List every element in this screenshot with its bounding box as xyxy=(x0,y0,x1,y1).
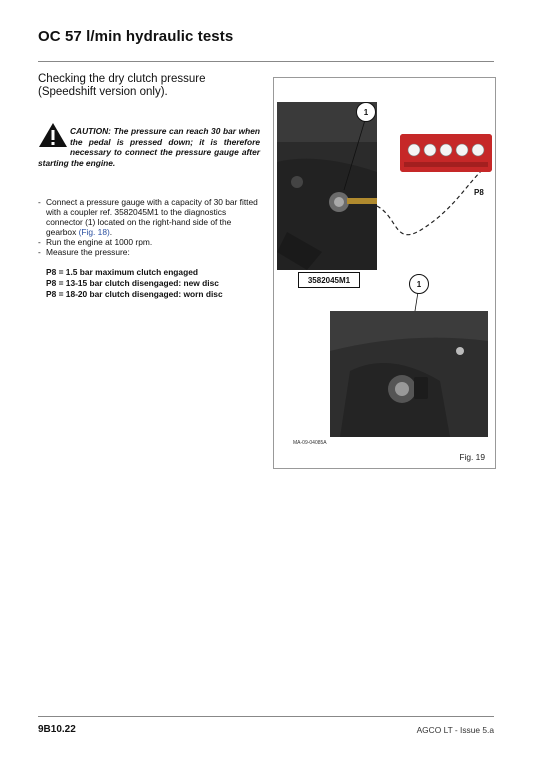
result-line: P8 = 1.5 bar maximum clutch engaged xyxy=(46,267,198,277)
section-heading xyxy=(38,73,258,99)
caution-label: CAUTION: xyxy=(70,126,111,136)
result-line: P8 = 13-15 bar clutch disengaged: new disc xyxy=(46,278,219,288)
connector-photo-bottom xyxy=(330,311,488,437)
pressure-gauge-case xyxy=(400,134,492,172)
callout-1-top: 1 xyxy=(356,102,376,122)
instruction-step-1 xyxy=(38,197,260,237)
caution-text xyxy=(38,126,260,168)
page-title: OC 57 l/min hydraulic tests xyxy=(38,28,234,45)
callout-1-bottom: 1 xyxy=(409,274,429,294)
instruction-step-3: - Measure the pressure: xyxy=(38,247,260,257)
figure-link[interactable]: (Fig. 18) xyxy=(78,227,110,237)
header-rule xyxy=(38,61,494,62)
issue-label: AGCO LT - Issue 5.a xyxy=(416,725,494,735)
section-heading-line1: Checking the dry clutch pressure xyxy=(38,73,206,85)
warning-triangle-icon xyxy=(38,122,68,148)
figure-frame xyxy=(273,77,496,469)
pressure-results xyxy=(46,267,223,300)
caution-block xyxy=(38,126,260,168)
result-line: P8 = 18-20 bar clutch disengaged: worn disc xyxy=(46,289,223,299)
figure-reference-code: MA-09-04085A xyxy=(293,440,327,446)
instruction-step-1-text: Connect a pressure gauge with a capacity of 30 bar fitted with a coupler ref. 3582045M1 to the diagnostics connector (1) located on the right-hand side of the gearbox xyxy=(46,197,258,237)
instruction-step-1-end: . xyxy=(109,227,113,237)
gauge-label: P8 xyxy=(474,188,484,197)
instruction-step-2: - Run the engine at 1000 rpm. xyxy=(38,237,260,247)
part-number-label: 3582045M1 xyxy=(298,272,360,288)
instruction-list xyxy=(38,197,260,257)
section-heading-line2: (Speedshift version only). xyxy=(38,86,168,98)
footer-rule xyxy=(38,716,494,717)
page-number: 9B10.22 xyxy=(38,724,76,735)
figure-caption: Fig. 19 xyxy=(459,452,485,462)
caution-body: The pressure can reach 30 bar when the pedal is pressed down; it is therefore necessary to connect the pressure gauge after starting the engine. xyxy=(38,126,260,168)
